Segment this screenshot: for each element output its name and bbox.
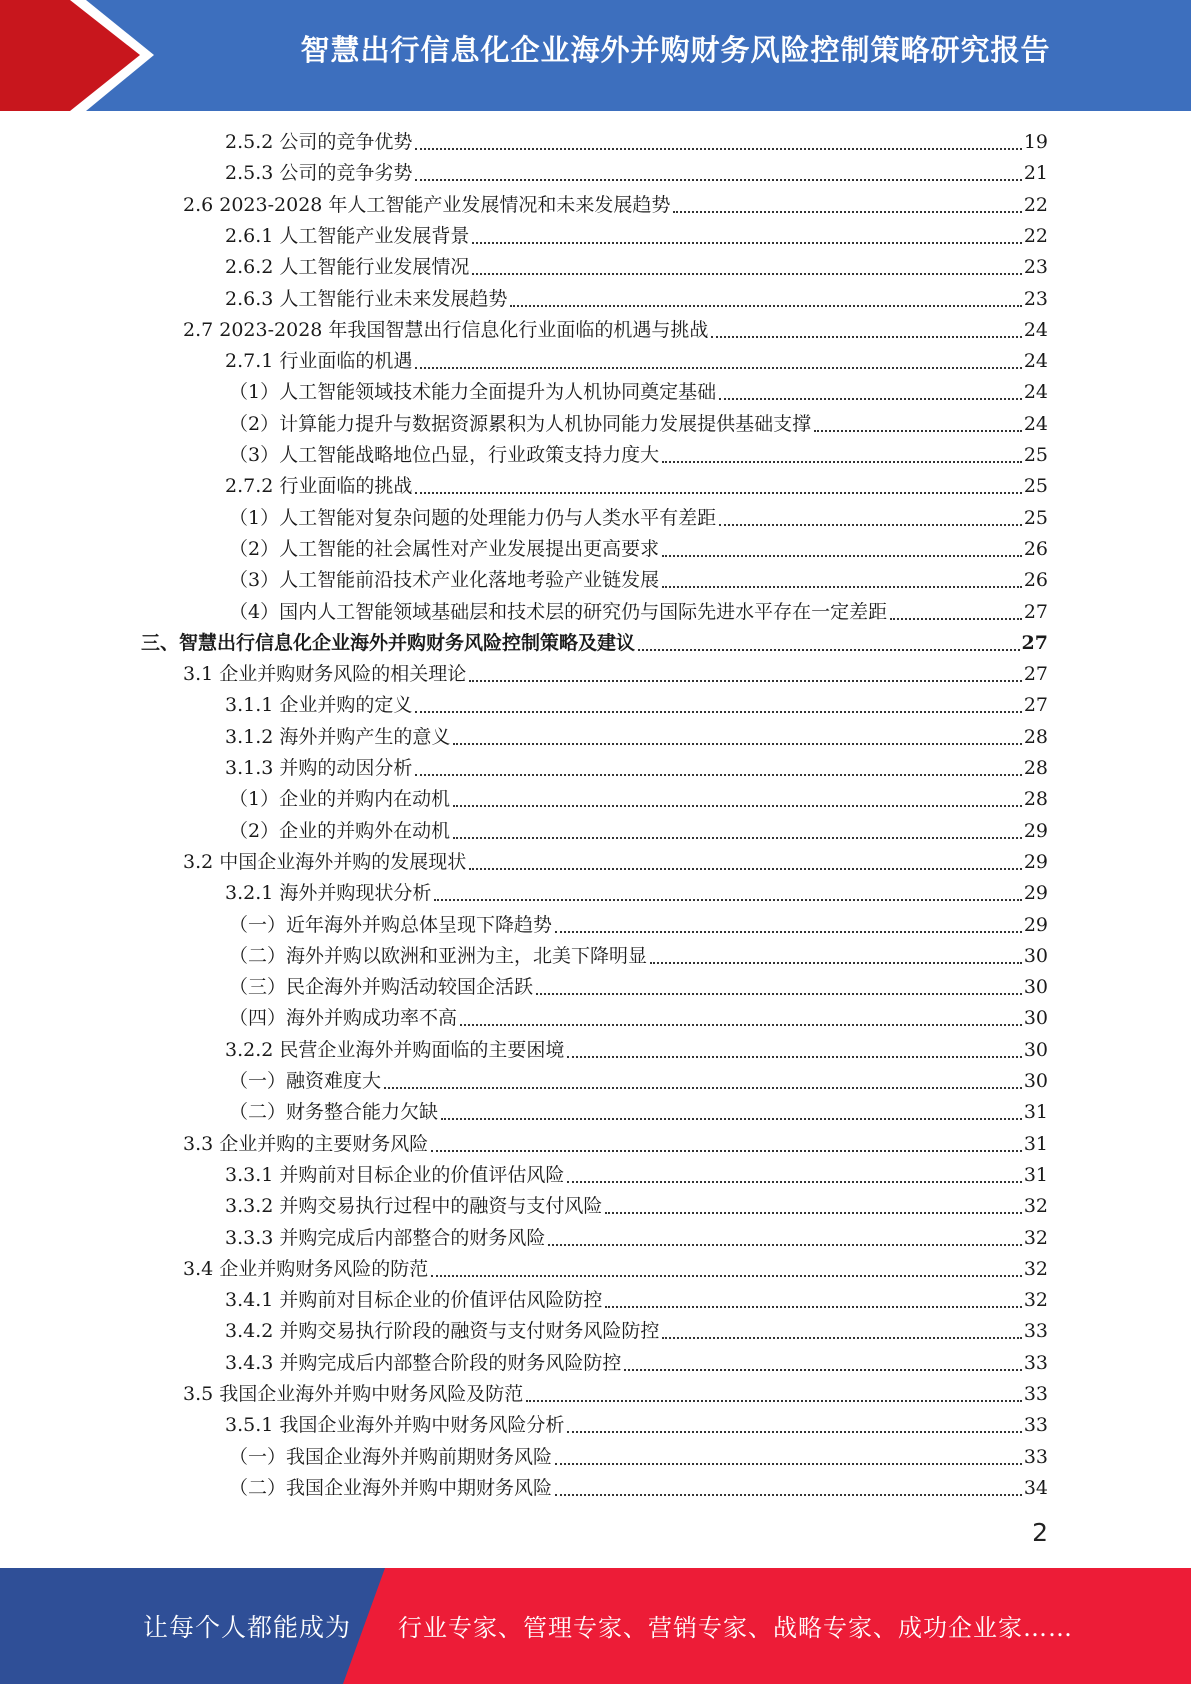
toc-entry-title: 2.6.3 人工智能行业未来发展趋势 [225,287,508,310]
toc-entry-page: 32 [1023,1289,1048,1312]
toc-entry[interactable] [183,1379,1048,1409]
toc-entry-title: 3.5 我国企业海外并购中财务风险及防范 [183,1383,524,1405]
toc-entry[interactable] [225,1035,1048,1065]
toc-entry-page: 30 [1023,944,1048,967]
toc-dot-leader [662,586,1022,588]
toc-entry-title: 3.3.1 并购前对目标企业的价值评估风险 [225,1163,565,1186]
toc-entry[interactable] [225,1223,1048,1253]
toc-dot-leader [662,461,1022,463]
footer-slogan-right: 行业专家、管理专家、营销专家、战略专家、成功企业家…… [398,1614,1073,1642]
toc-entry[interactable] [225,878,1048,908]
toc-entry[interactable] [229,409,1048,439]
toc-entry[interactable] [183,847,1048,877]
toc-entry-title: 2.7 2023-2028 年我国智慧出行信息化行业面临的机遇与挑战 [183,318,709,341]
toc-entry-title: 3.5.1 我国企业海外并购中财务风险分析 [225,1414,565,1437]
toc-entry-page: 31 [1023,1101,1048,1124]
toc-entry[interactable] [229,503,1048,533]
toc-entry-page: 29 [1023,913,1048,936]
toc-entry-title: 3.3.3 并购完成后内部整合的财务风险 [225,1226,546,1249]
toc-entry-title: （2）人工智能的社会属性对产业发展提出更高要求 [229,537,660,560]
toc-entry[interactable] [229,1097,1048,1127]
toc-entry[interactable] [225,346,1048,376]
toc-entry-page: 22 [1023,224,1048,247]
toc-entry-page: 21 [1023,162,1048,185]
toc-dot-leader [624,1369,1021,1371]
toc-dot-leader [469,868,1022,870]
toc-dot-leader [548,1244,1021,1246]
toc-dot-leader [650,962,1022,964]
toc-entry-page: 19 [1023,131,1048,153]
toc-dot-leader [555,1494,1022,1496]
toc-entry[interactable] [229,377,1048,407]
toc-entry-title: （三）民企海外并购活动较国企活跃 [229,976,534,999]
toc-entry[interactable] [229,534,1048,564]
toc-entry[interactable] [225,284,1048,314]
toc-entry-page: 27 [1023,694,1048,717]
toc-entry-page: 30 [1023,1007,1048,1030]
toc-entry-page: 29 [1023,819,1048,842]
toc-dot-leader [415,774,1021,776]
toc-entry-title: 3.1.1 企业并购的定义 [225,694,413,717]
toc-dot-leader [719,398,1022,400]
toc-entry[interactable] [229,565,1048,595]
toc-entry[interactable] [229,784,1048,814]
toc-dot-leader [638,649,1020,651]
toc-entry[interactable] [183,1254,1048,1284]
toc-entry-title: 3.2.2 民营企业海外并购面临的主要困境 [225,1038,565,1061]
toc-entry[interactable] [225,1410,1048,1440]
toc-dot-leader [536,993,1022,995]
footer-slogan-left: 让每个人都能成为 [143,1613,352,1642]
toc-entry[interactable] [229,972,1048,1002]
toc-entry[interactable] [225,753,1048,783]
toc-entry-title: 2.7.1 行业面临的机遇 [225,350,413,373]
toc-dot-leader [415,179,1021,181]
toc-entry-page: 27 [1021,631,1048,654]
toc-dot-leader [415,148,1021,150]
toc-entry-page: 33 [1023,1445,1048,1468]
toc-entry-page: 31 [1023,1163,1048,1186]
toc-entry-title: （二）海外并购以欧洲和亚洲为主，北美下降明显 [229,944,648,967]
toc-entry-page: 25 [1023,444,1048,466]
toc-entry[interactable] [225,127,1048,157]
toc-entry[interactable] [229,910,1048,940]
toc-dot-leader [460,1024,1022,1026]
page-header [0,0,1191,111]
toc-dot-leader [453,837,1022,839]
toc-entry-page: 33 [1023,1320,1048,1343]
toc-dot-leader [434,899,1021,901]
toc-entry-title: （1）人工智能对复杂问题的处理能力仍与人类水平有差距 [229,506,717,529]
toc-dot-leader [453,805,1022,807]
toc-entry[interactable] [225,471,1048,501]
toc-dot-leader [384,1087,1022,1089]
toc-entry-page: 33 [1023,1383,1048,1405]
toc-entry[interactable] [225,252,1048,282]
toc-entry-title: 2.6 2023-2028 年人工智能产业发展情况和未来发展趋势 [183,193,671,216]
toc-dot-leader [711,336,1021,338]
toc-dot-leader [555,1463,1022,1465]
toc-entry-title: 3.4.1 并购前对目标企业的价值评估风险防控 [225,1289,603,1312]
toc-entry-page: 27 [1023,600,1048,623]
toc-entry[interactable] [183,315,1048,345]
toc-entry-title: （一）融资难度大 [229,1070,382,1092]
toc-entry[interactable] [229,1442,1048,1472]
toc-dot-leader [890,618,1022,620]
toc-entry-page: 28 [1023,725,1048,748]
page-number: 2 [1032,1518,1048,1547]
toc-entry-page: 33 [1023,1351,1048,1374]
toc-entry[interactable] [225,1285,1048,1315]
toc-entry[interactable] [183,190,1048,220]
toc-entry-page: 25 [1023,475,1048,498]
toc-dot-leader [441,1118,1022,1120]
toc-entry[interactable] [141,628,1048,658]
toc-entry-page: 30 [1023,1070,1048,1092]
toc-entry-title: （一）近年海外并购总体呈现下降趋势 [229,913,553,936]
toc-entry-page: 32 [1023,1195,1048,1218]
toc-dot-leader [510,305,1021,307]
toc-entry-title: 2.6.2 人工智能行业发展情况 [225,256,470,279]
toc-entry-page: 24 [1023,381,1048,404]
toc-entry-title: 3.4.2 并购交易执行阶段的融资与支付财务风险防控 [225,1320,660,1343]
toc-dot-leader [472,273,1021,275]
toc-entry-page: 23 [1023,256,1048,279]
toc-entry[interactable] [225,1348,1048,1378]
toc-entry[interactable] [229,941,1048,971]
toc-entry-page: 22 [1023,193,1048,216]
toc-dot-leader [415,711,1021,713]
toc-entry-title: 3.2.1 海外并购现状分析 [225,882,432,905]
toc-entry-title: （二）财务整合能力欠缺 [229,1101,439,1124]
toc-entry-page: 31 [1023,1132,1048,1155]
toc-entry[interactable] [229,597,1048,627]
toc-dot-leader [555,931,1022,933]
toc-entry[interactable] [225,158,1048,188]
toc-entry-title: 3.4.3 并购完成后内部整合阶段的财务风险防控 [225,1351,622,1374]
toc-entry-title: 3.4 企业并购财务风险的防范 [183,1257,429,1280]
toc-entry-page: 24 [1023,318,1048,341]
toc-entry-title: 2.5.3 公司的竞争劣势 [225,162,413,185]
toc-entry-title: （2）计算能力提升与数据资源累积为人机协同能力发展提供基础支撑 [229,412,812,435]
toc-entry-page: 25 [1023,506,1048,529]
toc-dot-leader [662,555,1022,557]
toc-entry-title: （1）人工智能领域技术能力全面提升为人机协同奠定基础 [229,381,717,404]
header-chevron-red [0,0,140,111]
toc-entry[interactable] [225,221,1048,251]
toc-entry[interactable] [229,440,1048,470]
toc-entry-title: （4）国内人工智能领域基础层和技术层的研究仍与国际先进水平存在一定差距 [229,600,888,623]
toc-dot-leader [567,1181,1021,1183]
toc-dot-leader [567,1431,1021,1433]
toc-dot-leader [431,1275,1022,1277]
toc-dot-leader [814,430,1022,432]
toc-entry-title: 三、智慧出行信息化企业海外并购财务风险控制策略及建议 [141,631,636,654]
toc-entry-page: 26 [1023,569,1048,592]
toc-entry[interactable] [225,1160,1048,1190]
toc-entry-page: 32 [1023,1257,1048,1280]
toc-dot-leader [719,524,1022,526]
toc-entry[interactable] [183,1129,1048,1159]
report-title: 智慧出行信息化企业海外并购财务风险控制策略研究报告 [300,33,1051,67]
toc-dot-leader [605,1306,1021,1308]
toc-entry-page: 23 [1023,287,1048,310]
toc-entry-title: 3.1.2 海外并购产生的意义 [225,725,451,748]
toc-dot-leader [431,1150,1022,1152]
toc-entry-page: 34 [1023,1476,1048,1499]
toc-dot-leader [472,242,1021,244]
toc-entry[interactable] [183,659,1048,689]
toc-dot-leader [469,680,1022,682]
toc-dot-leader [662,1337,1021,1339]
toc-entry[interactable] [229,816,1048,846]
toc-entry-title: （四）海外并购成功率不高 [229,1007,458,1030]
toc-entry-title: 3.1 企业并购财务风险的相关理论 [183,663,467,686]
toc-entry-title: （二）我国企业海外并购中期财务风险 [229,1476,553,1499]
toc-entry-title: （3）人工智能前沿技术产业化落地考验产业链发展 [229,569,660,592]
toc-entry-title: （2）企业的并购外在动机 [229,819,451,842]
toc-entry-page: 24 [1023,412,1048,435]
toc-dot-leader [415,367,1021,369]
toc-entry-title: （3）人工智能战略地位凸显，行业政策支持力度大 [229,444,660,466]
toc-dot-leader [415,492,1021,494]
toc-entry[interactable] [229,1003,1048,1033]
toc-entry-title: （一）我国企业海外并购前期财务风险 [229,1445,553,1468]
toc-entry[interactable] [225,1191,1048,1221]
toc-entry-title: 2.6.1 人工智能产业发展背景 [225,224,470,247]
toc-dot-leader [673,211,1021,213]
toc-entry-title: 3.3 企业并购的主要财务风险 [183,1132,429,1155]
toc-entry[interactable] [225,1316,1048,1346]
toc-dot-leader [605,1212,1021,1214]
toc-entry-title: 3.3.2 并购交易执行过程中的融资与支付风险 [225,1195,603,1218]
page-footer [0,1568,1191,1684]
toc-entry[interactable] [225,722,1048,752]
toc-entry-page: 27 [1023,663,1048,686]
toc-entry[interactable] [229,1066,1048,1096]
toc-entry-page: 33 [1023,1414,1048,1437]
toc-entry-title: 2.5.2 公司的竞争优势 [225,131,413,153]
toc-entry-page: 28 [1023,757,1048,779]
toc-entry-page: 30 [1023,976,1048,999]
toc-entry-page: 26 [1023,537,1048,560]
toc-entry-page: 30 [1023,1038,1048,1061]
toc-entry-title: 3.2 中国企业海外并购的发展现状 [183,850,467,873]
toc-entry[interactable] [225,690,1048,720]
toc-entry-title: 3.1.3 并购的动因分析 [225,757,413,779]
toc-dot-leader [567,1056,1021,1058]
toc-dot-leader [526,1400,1022,1402]
toc-entry-title: （1）企业的并购内在动机 [229,788,451,811]
toc-entry-title: 2.7.2 行业面临的挑战 [225,475,413,498]
toc-entry[interactable] [229,1473,1048,1503]
toc-entry-page: 28 [1023,788,1048,811]
toc-entry-page: 29 [1023,850,1048,873]
toc-entry-page: 24 [1023,350,1048,373]
toc-entry-page: 32 [1023,1226,1048,1249]
toc-entry-page: 29 [1023,882,1048,905]
toc-dot-leader [453,743,1021,745]
